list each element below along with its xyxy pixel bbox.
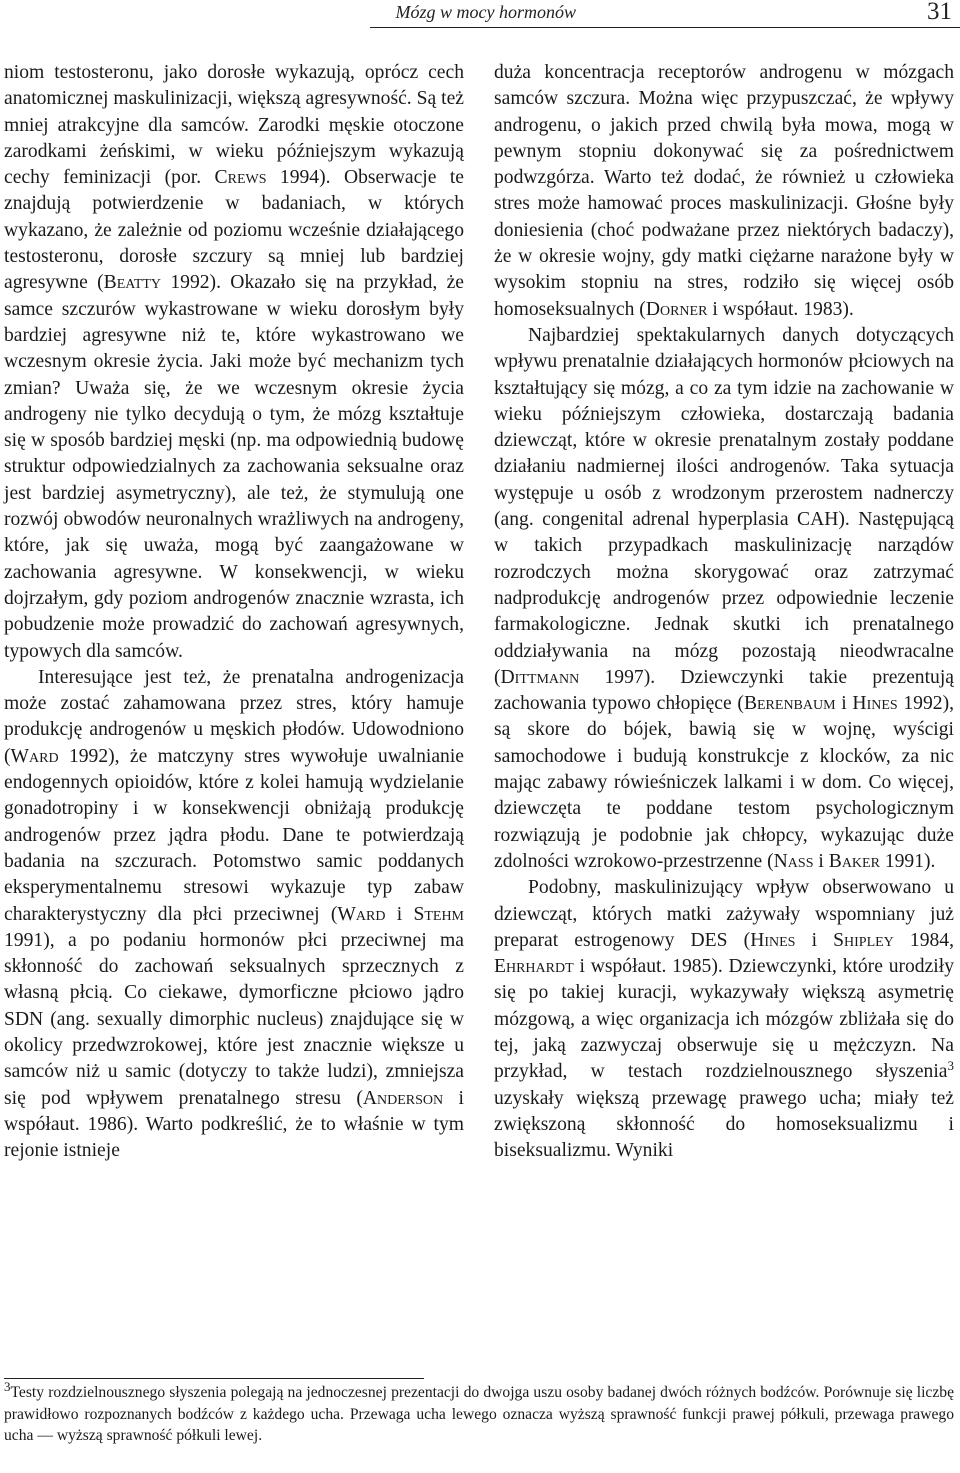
text-run: 1992), że matczyny stres wywołuje uwalnianie endogennych opioidów, które z kolei hamują wydzielanie gonadotropiny i w konsekwencji obniżają produkcję androgenów przez jądra płodu. Dane te potwierdzają badania na szczurach. Potomstwo samic poddanych eksperymentalnemu stresowi wykazuje typ zabaw charakterystyczny dla płci przeciwnej ( [4, 745, 464, 925]
citation-author: Crews [214, 167, 267, 189]
text-run: Podobny, maskulinizujący wpływ obserwowano u dziewcząt, których matki zażywały wspomniany już preparat estrogenowy DES ( [494, 877, 954, 951]
citation-author: Baker [828, 850, 880, 872]
citation-author: Berenbaum [743, 693, 836, 715]
citation-author: Ward [10, 745, 59, 767]
text-run: 1991), a po podaniu hormonów płci przeciwnej ma skłonność do zachowań seksualnych sprzecznych z własną płcią. Co ciekawe, dymorficzne płciowo jądro SDN (ang. sexually dimorphic nucleus) znajdujące się w okolicy przedwzrokowej, które jest znacznie większe u samców niż u samic (dotyczy to także ludzi), zmniejsza się pod wpływem prenatalnego stresu ( [4, 929, 464, 1109]
text-run: niom testosteronu, jako dorosłe wykazują, oprócz cech anatomicznej maskulinizacji, większą agresywność. Są też mniej atrakcyjne dla samców. Zarodki męskie otoczone zarodkami żeńskimi, w wieku późniejszym wykazują cechy feminizacji (por. [4, 62, 464, 189]
citation-author: Hines [750, 929, 796, 951]
citation-author: Hines [852, 693, 898, 715]
text-run: i [795, 929, 834, 951]
text-run: 1991). [879, 850, 936, 872]
footnote-rule [4, 1378, 424, 1379]
paragraph [4, 665, 464, 1165]
citation-author: Dorner [645, 298, 708, 320]
page-number: 31 [927, 0, 952, 25]
left-column [4, 60, 464, 1164]
header-rule [370, 27, 960, 28]
header-title: Mózg w mocy hormonów [395, 2, 576, 22]
right-column [494, 60, 954, 1164]
footnote [4, 1379, 954, 1447]
running-header [0, 0, 960, 30]
citation-author: Dittmann [500, 666, 580, 688]
text-run: i współaut. 1983). [707, 298, 854, 320]
text-run: uzyskały większą przewagę prawego ucha; miały też zwiększoną skłonność do homoseksualizmu i biseksualizmu. Wyniki [494, 1087, 954, 1162]
footnote-reference[interactable]: 3 [947, 1058, 954, 1074]
text-run: 1994). Obserwacje te znajdują potwierdzenie w badaniach, w których wykazano, że zależnie od poziomu wcześnie działającego testosteronu, dorosłe szczury są mniej lub bardziej agresywne ( [4, 167, 464, 294]
citation-author: Nass [773, 850, 814, 872]
citation-author: Beatty [103, 272, 162, 294]
citation-author: Ehrhardt [494, 956, 574, 978]
text-run: Najbardziej spektakularnych danych dotyczących wpływu prenatalnie działających hormonów płciowych na kształtujący się mózg, a co za tym idzie na zachowanie w wieku późniejszym człowieka, dostarczają badania dziewcząt, które w okresie prenatalnym zostały poddane działaniu nadmiernej ilości androgenów. Taka sytuacja występuje u osób z wrodzonym przerostem nadnerczy (ang. congenital adrenal hyperplasia CAH). Następującą w takich przypadkach maskulinizację narządów rozrodczych można skorygować oraz zatrzymać nadprodukcję androgenów przez odpowiednie leczenie farmakologiczne. Jednak skutki ich prenatalnego oddziaływania na mózg pozostają nieodwracalne ( [494, 324, 954, 688]
text-run: i [835, 693, 853, 715]
citation-author: Stehm [413, 903, 464, 925]
text-run: i [813, 850, 829, 872]
text-run: i współaut. 1986). Warto podkreślić, że to właśnie w tym rejonie istnieje [4, 1087, 465, 1162]
paragraph [494, 875, 954, 1164]
paragraph [494, 323, 954, 875]
footnote-text: Testy rozdzielnousznego słyszenia polegają na jednoczesnej prezentacji do dwojga uszu osoby badanej dwóch różnych bodźców. Porównuje się liczbę prawidłowo rozpoznanych bodźców z każdego ucha. Przewaga ucha lewego oznacza wyższą sprawność funkcji prawej półkuli, przewaga prawego ucha — wyższą sprawność półkuli lewej. [4, 1384, 954, 1444]
text-run: i współaut. 1985). Dziewczynki, które urodziły się po takiej kuracji, wykazywały większą asymetrię mózgową, a więc organizacja ich mózgów zbliżała się do tej, jaką zazwyczaj obserwuje się u mężczyzn. Na przykład, w testach rozdzielnousznego słyszenia [494, 956, 954, 1083]
text-run: 1992), są skore do bójek, bawią się w wojnę, wyścigi samochodowe i budują konstrukcje z klocków, za nic mając zabawy rówieśniczek lalkami i w dom. Co więcej, dziewczęta te poddane testom psychologicznym rozwiązują je podobnie jak chłopcy, wykazując duże zdolności wzrokowo-przestrzenne ( [494, 693, 954, 872]
text-run: 1984, [893, 929, 954, 951]
footnote-marker: 3 [4, 1379, 11, 1394]
paragraph [494, 60, 954, 323]
text-run: 1992). Okazało się na przykład, że samce szczurów wykastrowane w wieku dorosłym były bardziej agresywne niż te, które wykastrowano we wczesnym okresie życia. Jaki może być mechanizm tych zmian? Uważa się, że we wczesnym okresie życia androgeny nie tylko decydują o tym, że mózg kształtuje się w sposób bardziej męski (np. ma odpowiednią budowę struktur odpowiedzialnych za zachowania seksualne oraz jest bardziej asymetryczny), ale też, że stymulują one rozwój obwodów neuronalnych wrażliwych na androgeny, które, jak się uważa, mogą być zaangażowane w zachowania agresywne. W konsekwencji, w wieku dojrzałym, gdy poziom androgenów znacznie wzrasta, ich pobudzenie może prowadzić do zachowań agresywnych, typowych dla samców. [4, 272, 464, 662]
paragraph [4, 60, 464, 665]
text-run: i [385, 903, 414, 925]
citation-author: Anderson [362, 1087, 444, 1109]
citation-author: Ward [337, 903, 386, 925]
text-run: Interesujące jest też, że prenatalna androgenizacja może zostać zahamowana przez stres, który hamuje produkcję androgenów u męskich płodów. Udowodniono ( [4, 666, 464, 767]
citation-author: Shipley [833, 929, 894, 951]
text-run: duża koncentracja receptorów androgenu w mózgach samców szczura. Można więc przypuszczać, że wpływy androgenu, o jakich przed chwilą była mowa, mogą w pewnym stopniu dokonywać się za pośrednictwem podwzgórza. Warto też dodać, że również u człowieka stres może hamować proces maskulinizacji. Głośne były doniesienia (choć podważane przez niektórych badaczy), że w okresie wojny, gdy matki ciężarne narażone były w wysokim stopniu na stres, rodziło się więcej osób homoseksualnych ( [494, 62, 954, 320]
text-run: 1997). Dziewczynki takie prezentują zachowania typowo chłopięce ( [494, 666, 954, 715]
